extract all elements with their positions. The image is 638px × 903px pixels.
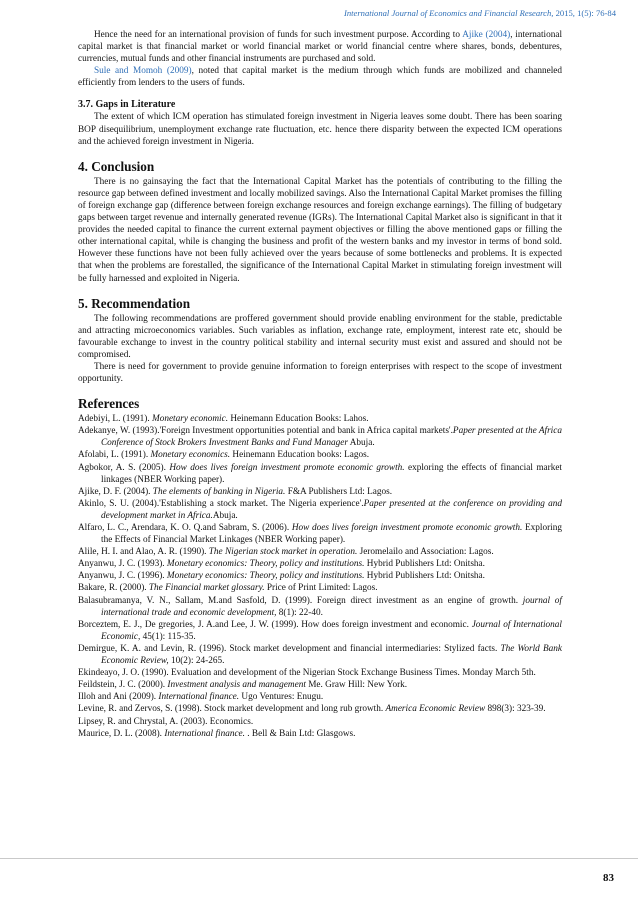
reference-entry <box>78 449 562 461</box>
reference-text: Illoh and Ani (2009). <box>78 692 159 703</box>
reference-text: Price of Print Limited: Lagos. <box>264 583 378 594</box>
reference-text: Ajike, D. F. (2004). <box>78 486 153 497</box>
reference-text: Maurice, D. L. (2008). <box>78 728 165 739</box>
reference-entry <box>78 425 562 449</box>
reference-text: 898(3): 323-39. <box>485 704 546 715</box>
reference-text: Ugo Ventures: Enugu. <box>239 692 324 703</box>
intro-paragraph-1 <box>78 29 562 65</box>
reference-text: Alile, H. I. and Alao, A. R. (1990). <box>78 547 209 558</box>
reference-title: Investment analysis and management <box>167 680 306 691</box>
reference-text: Abuja. <box>212 510 238 521</box>
reference-entry <box>78 486 562 498</box>
reference-title: Monetary economics: Theory, policy and institutions. <box>166 559 365 570</box>
reference-title: How does lives foreign investment promote economic growth. <box>169 462 405 473</box>
reference-title: Monetary economic. <box>152 414 229 425</box>
reference-text: Akinlo, S. U. (2004).'Establishing a stock market. The Nigeria experience'. <box>78 498 364 509</box>
reference-text: Alfaro, L. C., Arendara, K. O. Q.and Sabram, S. (2006). <box>78 523 292 533</box>
reference-entry <box>78 570 562 582</box>
reference-entry <box>78 582 562 594</box>
reference-text: Adebiyi, L. (1991). <box>78 414 152 425</box>
reference-title: The World Bank Economic Review, <box>101 643 562 667</box>
recommendation-paragraph-1: The following recommendations are proffered government should provide enabling environment for the stable, predictable and attracting microeconomics variables. Such variables as inflation, exchange rate, employment, interest rate etc, should be favourable exchange to invest in the country political stability and internal security must exist and assured and should not be compromised. <box>78 313 562 360</box>
reference-title: Journal of International Economic, <box>101 619 562 642</box>
reference-text: Me. Graw Hill: New York. <box>305 680 408 691</box>
reference-title: The Nigerian stock market in operation. <box>208 547 358 558</box>
reference-text: Hybrid Publishers Ltd: Onitsha. <box>364 571 485 582</box>
gaps-paragraph: The extent of which ICM operation has stimulated foreign investment in Nigeria leaves some doubt. There has been soaring BOP disequilibrium, unemployment exchange rate fluctuation, etc. hence there disparity between the expected ICM operations and the achieved foreign investment in Nigeria. <box>78 112 562 147</box>
reference-entry <box>78 498 562 522</box>
reference-text: Heinemann Education books: Lagos. <box>230 450 370 461</box>
reference-entry <box>78 716 562 728</box>
reference-text: Adekanye, W. (1993).'Foreign Investment opportunities potential and bank in Africa capital markets'. <box>78 426 453 437</box>
citation-link[interactable]: Ajike (2004) <box>462 30 511 40</box>
reference-text: Exploring the Effects of Financial Market Linkages (NBER Working paper). <box>101 523 562 546</box>
reference-text: Anyanwu, J. C. (1993). <box>78 559 167 570</box>
reference-title: journal of international trade and economic development, <box>101 595 562 618</box>
journal-title: International Journal of Economics and Financial Research, <box>343 8 554 18</box>
conclusion-paragraph: There is no gainsaying the fact that the International Capital Market has the potentials of contributing to the filling the resource gap between defined investment and locally mobilized savings. Also the International Capital Market promises the filling of foreign exchange gap (difference between foreign exchange resources and foreign exchange earnings). The filling of budgetary gaps between target revenue and internally generated revenue (IGRs). The International Capital Market also is significant in that it provides the needed capital to finance the current external payment objectives or filling the above mentioned gaps or filling the other international capital, while is changing the business and profit of the western banks and my investor in terms of bond sold. However these functions have not been fully achieved over the years because of some bottlenecks and problems. It is expected that when the problems are forestalled, the significance of the International Capital Market in stimulating foreign investment will be fully harnessed and exploited in Nigeria. <box>78 176 562 284</box>
reference-text: Lipsey, R. and Chrystal, A. (2003). Economics. <box>78 716 254 727</box>
reference-entry <box>78 558 562 570</box>
reference-text: Demirgue, K. A. and Levin, R. (1996). Stock market development and financial intermediaries: Stylized facts. <box>78 643 501 654</box>
reference-entry <box>78 546 562 558</box>
reference-text: Borceztem, E. J., De gregories, J. A.and Lee, J. W. (1999). How does foreign investment and economic. <box>78 619 472 630</box>
reference-entry <box>78 619 562 643</box>
reference-title: International finance. <box>164 728 245 739</box>
section-heading-conclusion: 4. Conclusion <box>78 158 155 174</box>
recommendation-paragraph-2: There is need for government to provide genuine information to foreign enterprises with respect to the scope of investment opportunity. <box>78 361 562 385</box>
citation-link[interactable]: Sule and Momoh (2009) <box>94 66 192 77</box>
reference-entry <box>78 703 562 715</box>
section-heading-recommendation: 5. Recommendation <box>78 295 191 311</box>
reference-entry <box>78 643 562 667</box>
reference-title: Paper presented at the Africa Conference of Stock Brokers Investment Banks and Fund Manager <box>101 426 562 449</box>
reference-text: Afolabi, L. (1991). <box>78 450 151 461</box>
reference-entry <box>78 462 562 486</box>
reference-text: Ekindeayo, J. O. (1990). Evaluation and development of the Nigerian Stock Exchange Business Times. Monday March 5th. <box>78 668 536 679</box>
reference-text: . Bell & Bain Ltd: Glasgows. <box>244 728 356 739</box>
reference-entry <box>78 413 562 425</box>
reference-text: Anyanwu, J. C. (1996). <box>78 571 167 582</box>
reference-text: Levine, R. and Zervos, S. (1998). Stock market development and long rub growth. <box>78 704 386 715</box>
reference-title: International finance. <box>158 692 240 703</box>
reference-text: Abuja. <box>347 438 375 449</box>
reference-title: The Financial market glossary. <box>148 583 265 594</box>
reference-list <box>78 413 562 740</box>
reference-text: Balasubramanya, V. N., Sallam, M.and Sasfold, D. (1999). Foreign direct investment as an engine of growth. <box>78 595 523 606</box>
reference-title: Paper presented at the conference on providing and development market in Africa. <box>101 498 562 521</box>
reference-entry <box>78 667 562 679</box>
reference-text: 8(1): 22-40. <box>276 607 323 618</box>
page-number: 83 <box>603 872 614 884</box>
intro-text: , international capital market is that financial market or world financial market or world financial centre where shares, bonds, debentures, currencies, mutual funds and other financial instruments are purchased and sold. <box>78 30 563 65</box>
running-header <box>344 8 616 18</box>
reference-entry <box>78 691 562 703</box>
reference-text: F&A Publishers Ltd: Lagos. <box>285 486 393 497</box>
reference-text: Jeromelailo and Association: Lagos. <box>357 547 494 558</box>
reference-title: How does lives foreign investment promote economic growth. <box>291 523 523 533</box>
reference-text: 45(1): 115-35. <box>140 631 196 642</box>
intro-text: , noted that capital market is the medium through which funds are mobilized and channeled efficiently from lenders to the users of funds. <box>78 66 562 89</box>
reference-title: Monetary economics: Theory, policy and institutions. <box>166 571 365 582</box>
reference-entry <box>78 595 562 619</box>
reference-entry <box>78 728 562 740</box>
reference-text: Hybrid Publishers Ltd: Onitsha. <box>364 559 485 570</box>
section-heading-gaps: 3.7. Gaps in Literature <box>78 99 176 111</box>
reference-text: 10(2): 24-265. <box>168 656 225 667</box>
reference-title: America Economic Review <box>385 704 486 715</box>
volume-info: 2015, 1(5): 76-84 <box>553 8 616 18</box>
reference-entry <box>78 522 562 546</box>
main-content <box>78 29 562 740</box>
reference-text: Feildstein, J. C. (2000). <box>78 680 168 691</box>
reference-text: Bakare, R. (2000). <box>78 583 149 594</box>
reference-title: The elements of banking in Nigeria. <box>152 486 286 497</box>
reference-text: Heinemann Education Books: Lahos. <box>228 414 369 425</box>
reference-text: Agbokor, A. S. (2005). <box>78 462 170 473</box>
reference-entry <box>78 679 562 691</box>
intro-paragraph-2 <box>78 65 562 89</box>
reference-text: exploring the effects of financial market linkages (NBER Working paper). <box>101 462 562 485</box>
intro-text: Hence the need for an international provision of funds for such investment purpose. According to <box>94 30 463 40</box>
footer-divider <box>0 858 638 859</box>
section-heading-references: References <box>78 396 140 412</box>
reference-title: Monetary economics. <box>150 450 231 461</box>
